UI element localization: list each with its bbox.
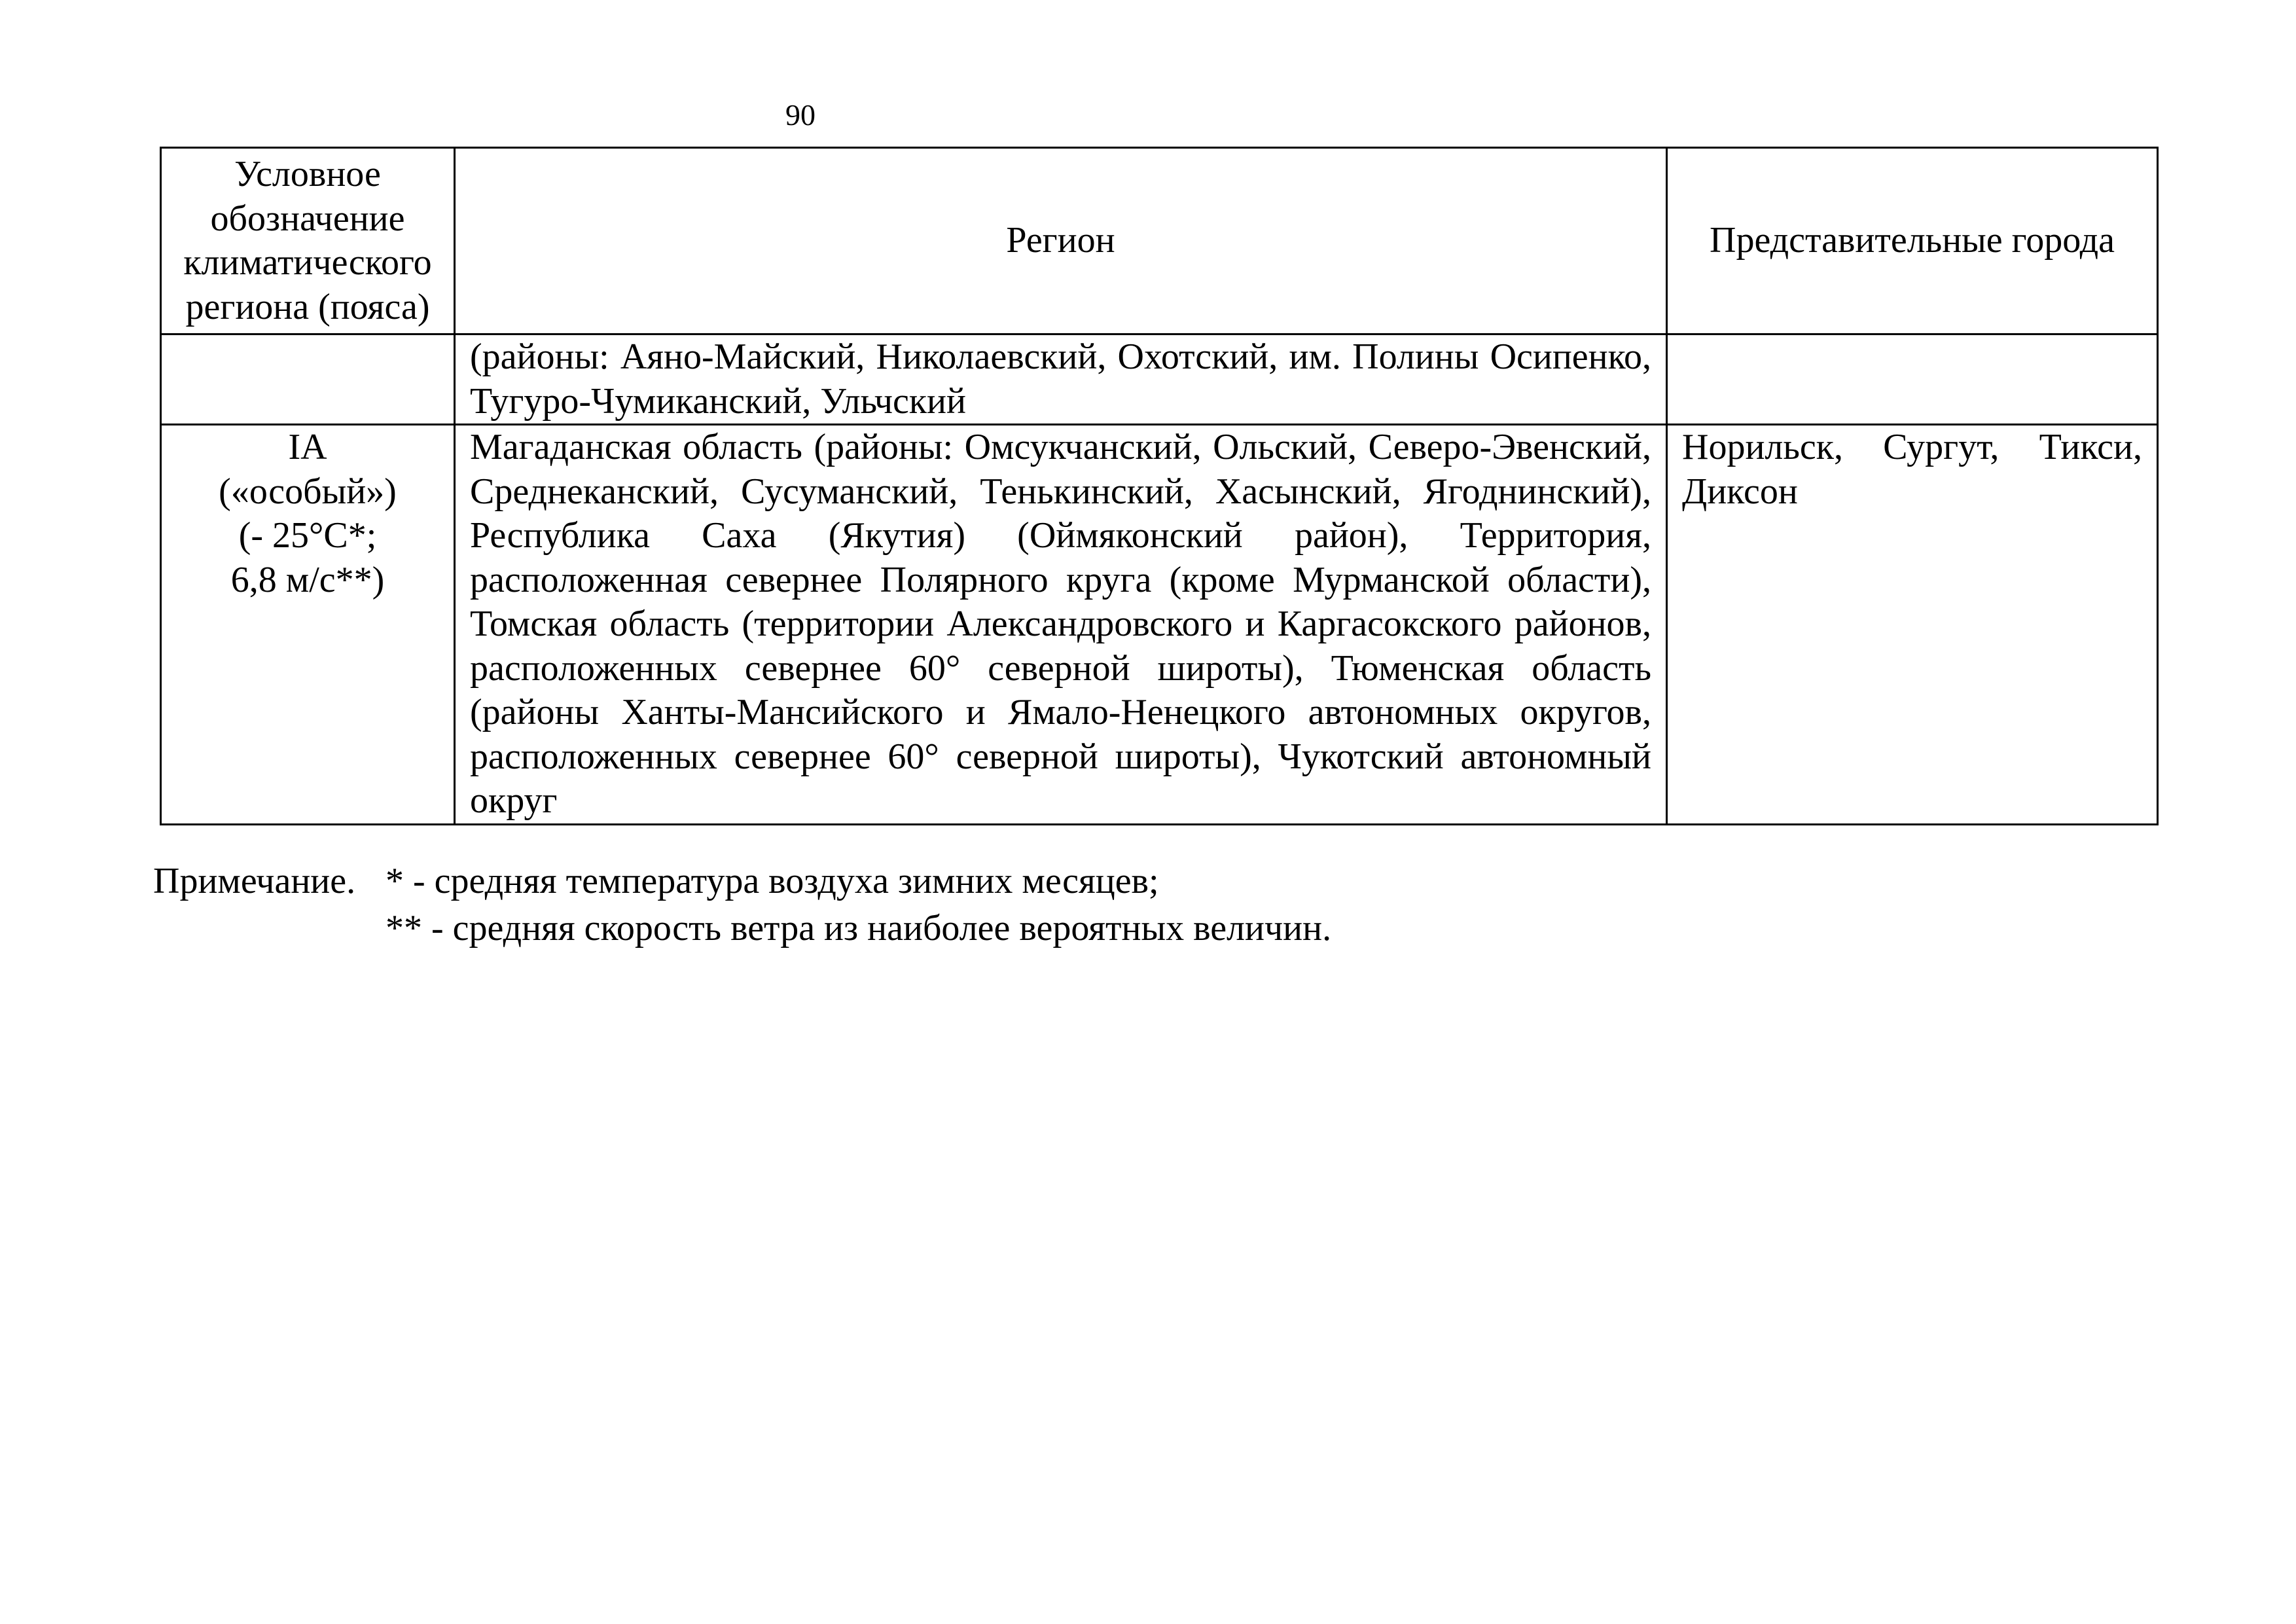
region-code-label: («особый») — [219, 471, 397, 512]
table-row — [161, 334, 2158, 425]
climate-regions-table — [160, 147, 2159, 825]
table-header-row — [161, 148, 2158, 334]
region-code-cell — [161, 334, 455, 425]
region-cell: (районы: Аяно-Майский, Николаевский, Охотский, им. Полины Осипенко, Тугуро-Чумиканский, Ульчский — [455, 334, 1667, 425]
header-region: Регион — [455, 148, 1667, 334]
footnote-label: Примечание. — [153, 861, 356, 901]
cities-cell: Норильск, Сургут, Тикси, Диксон — [1667, 425, 2158, 825]
footnote-line — [153, 905, 1331, 952]
footnote — [153, 857, 1331, 952]
header-representative-cities: Представительные города — [1667, 148, 2158, 334]
wind-speed: 6,8 м/с**) — [230, 559, 385, 600]
header-climate-region-code: Условное обозначение климатического региона (пояса) — [161, 148, 455, 334]
region-cell: Магаданская область (районы: Омсукчанский, Ольский, Северо-Эвенский, Среднеканский, Сусуманский, Тенькинский, Хасынский, Ягоднинский), Республика Саха (Якутия) (Оймяконский район), Территория, расположенная севернее Полярного круга (кроме Мурманской области), Томская область (территории Александровского и Каргасокского районов, расположенных севернее 60° северной широты), Тюменская область (районы Ханты-Мансийского и Ямало-Ненецкого автономных округов, расположенных севернее 60° северной широты), Чукотский автономный округ — [455, 425, 1667, 825]
page-number: 90 — [785, 98, 816, 132]
region-code-cell — [161, 425, 455, 825]
cities-cell — [1667, 334, 2158, 425]
footnote-wind: ** - средняя скорость ветра из наиболее вероятных величин. — [386, 908, 1332, 948]
winter-temperature: (- 25°С*; — [238, 515, 377, 556]
region-code: IA — [288, 427, 327, 467]
footnote-temperature: * - средняя температура воздуха зимних месяцев; — [386, 861, 1159, 901]
table-row — [161, 425, 2158, 825]
footnote-line — [153, 857, 1331, 905]
